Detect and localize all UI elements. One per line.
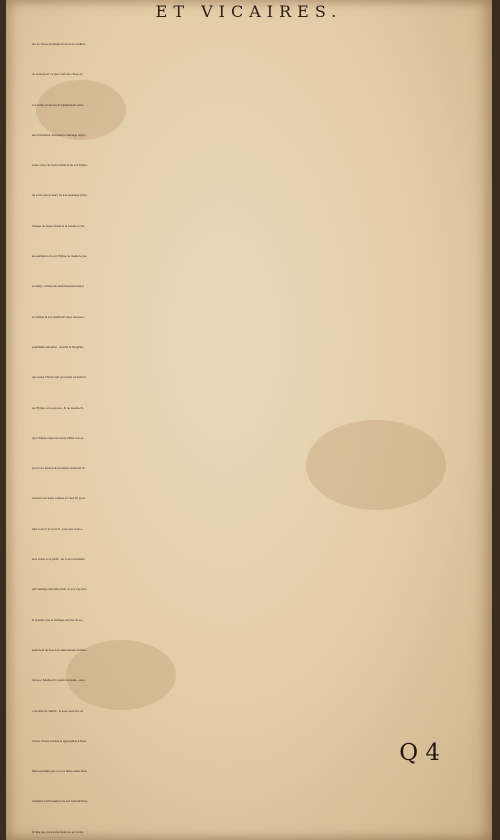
text-line: que Iesus Christ s'est gouuerné a l'endroit xyxy=(32,376,86,380)
text-line: l'image de Iesus Christ,& la femme porte xyxy=(32,224,85,228)
text-line: toutes choses bonnes & aggreables a Dieu. xyxy=(32,739,87,743)
running-head: ET VICAIRES. xyxy=(155,2,343,21)
text-line: poux,tout ainsi doit la femme honnorer & xyxy=(32,467,85,471)
text-line: ou violer,pour ce que c'est vne chose de xyxy=(32,73,83,77)
text-line: sente celuy de Iesus Christ & de son Eglise, xyxy=(32,164,88,168)
body-text xyxy=(32,30,482,840)
text-line: par mariage,entendez bien ce que i'ay dict, xyxy=(32,588,87,592)
book-page xyxy=(6,0,492,840)
text-line: le mary( comme dit saint Paul)doit aimer xyxy=(32,285,84,289)
text-line: les Chrestiens, desquels le mariage repre- xyxy=(32,133,86,137)
text-line: concorde & charité , & auec exercice en xyxy=(32,709,84,713)
text-line: la semblance de son Eglise:de maniere que xyxy=(32,255,87,259)
text-line: saincte,& qu'il se doit sainctement entrete- xyxy=(32,648,87,652)
text-line: de sorte que le mary en son mesnage porte xyxy=(32,194,87,198)
text-line: & fera que vous serez heureux en toutes xyxy=(32,830,84,834)
text-line: sa femme & soy maintenir auec elle,auec xyxy=(32,315,85,319)
signature-mark: Q 4 xyxy=(399,740,440,766)
text-line: reuerer son mary comme sõ chef. Et pour- xyxy=(32,497,86,501)
text-line: semblable sincerité , charité & integrité, xyxy=(32,345,84,349)
text-line: me de chose prophane,& de ne le souiller, xyxy=(32,43,86,46)
text-line: soy sainte & sacrée,& signamment entre xyxy=(32,103,84,107)
text-line: & retenez que le mariage est vne chose xyxy=(32,618,83,622)
text-line: stez venus a ce point , de vous conioindre xyxy=(32,558,85,562)
text-line: que l'Eglise respecte Iesus Christ son es- xyxy=(32,436,85,440)
text-line: nir,auec fidelité & loyauté mutuelle , auec xyxy=(32,679,86,683)
text-line: tant vous N. & vous N . puis que vous e- xyxy=(32,527,83,531)
text-line: de l'Eglise son espouse : & de mesme fil, xyxy=(32,406,84,410)
text-line: Bien sçachans,que si vous faites ainsi, Dieu xyxy=(32,770,88,774)
text-line: remplira vostre maison de ses benedictions, xyxy=(32,800,88,804)
